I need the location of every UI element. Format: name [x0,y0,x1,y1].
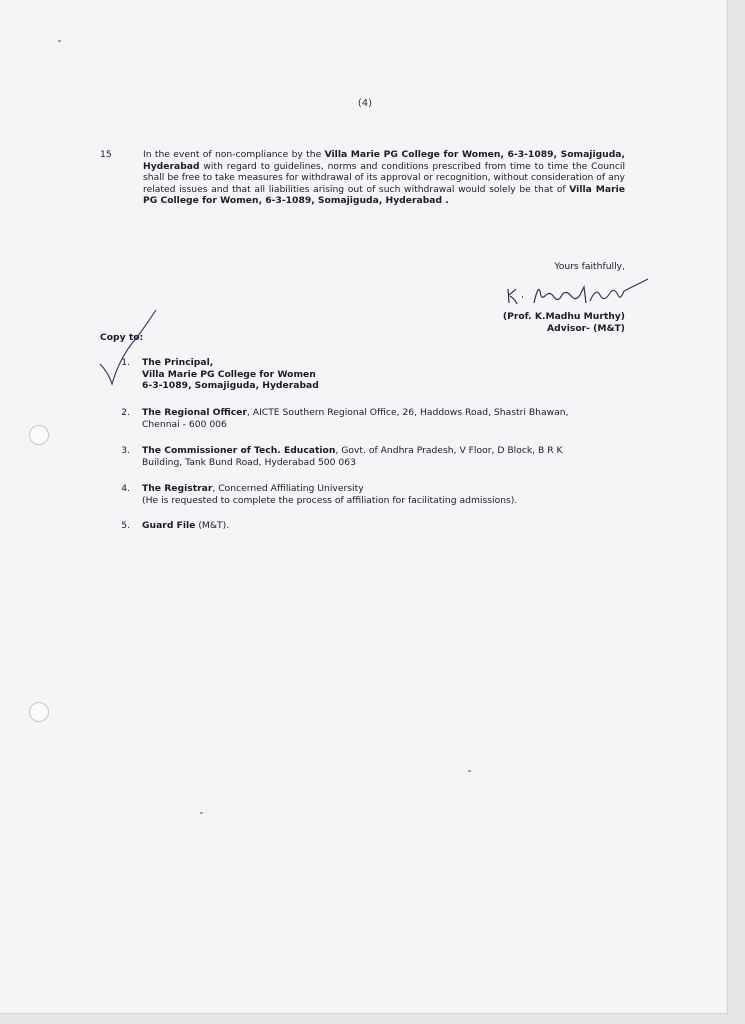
scan-speck [468,770,471,772]
college-name-bold: Villa Marie PG College for Women, 6-3-1089, Somajiguda, Hyderabad [143,149,625,172]
recipient-title: The Commissioner of Tech. Education [142,445,336,456]
recipient-title: The Registrar [142,483,213,494]
signature [500,277,650,313]
recipient-note: (He is requested to complete the process of affiliation for facilitating admissions). [142,494,518,506]
college-name-bold-2: Villa Marie PG College for Women, 6-3-1089, Somajiguda, Hyderabad . [143,183,625,207]
recipient-title: The Regional Officer [142,407,247,418]
clause-number: 15 [100,149,112,160]
list-item-number: 1. [121,357,130,368]
page-number: (4) [357,98,373,109]
signatory-title: Advisor- (M&T) [547,323,625,334]
clause-text [143,149,625,207]
list-item-number: 3. [121,445,130,456]
recipient-address: (M&T). [195,520,230,531]
list-item-number: 5. [121,520,130,531]
list-item-number: 4. [121,483,130,494]
clause-text-part2: with regard to guidelines, norms and conditions prescribed from time to time the Council shall be free to take measures for withdrawal of its approval or recognition, without consideration of any related issues and that all liabilities arising out of such withdrawal would solely be that of [143,160,625,195]
list-item-number: 2. [121,407,130,418]
scan-speck [200,812,203,814]
clause-text-part1: In the event of non-compliance by the [143,149,322,160]
recipient-address: , Concerned Affiliating University [212,483,364,494]
closing-salutation: Yours faithfully, [554,261,625,272]
signatory-block [440,311,625,335]
punch-hole [29,425,49,445]
punch-hole [29,702,49,722]
scan-speck [58,40,61,42]
recipient-address: , Govt. of Andhra Pradesh, V Floor, D Block, B R K Building, Tank Bund Road, Hyderabad 500 063 [142,445,563,468]
copy-to-label: Copy to: [100,332,144,343]
signatory-name: (Prof. K.Madhu Murthy) [502,311,625,322]
recipient-title: The Principal, [142,357,214,368]
recipient-line-2: Villa Marie PG College for Women [142,368,316,380]
recipient-address: , AICTE Southern Regional Office, 26, Haddows Road, Shastri Bhawan, Chennai - 600 006 [142,407,569,430]
recipient-title: Guard File [142,520,196,531]
recipient-line-3: 6-3-1089, Somajiguda, Hyderabad [142,380,319,392]
